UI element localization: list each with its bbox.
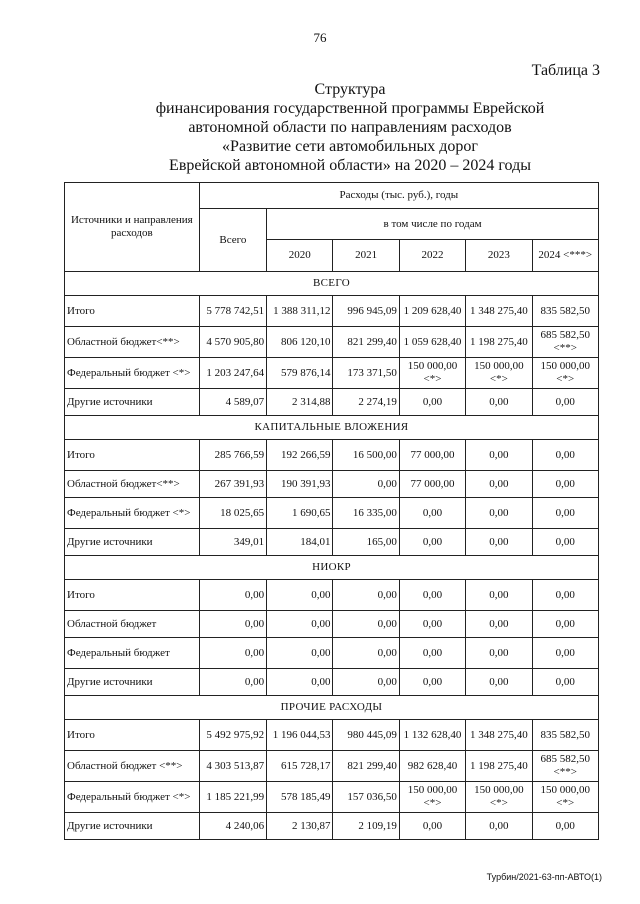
value-cell: 806 120,10 xyxy=(267,327,333,358)
value-cell: 157 036,50 xyxy=(333,782,399,813)
row-label: Другие источники xyxy=(65,389,200,416)
table-row xyxy=(65,358,599,389)
value-cell: 685 582,50 <**> xyxy=(532,751,598,782)
section-row xyxy=(65,556,599,580)
value-cell: 0,00 xyxy=(199,669,266,696)
value-cell: 267 391,93 xyxy=(199,471,266,498)
value-cell: 0,00 xyxy=(466,529,532,556)
value-cell: 0,00 xyxy=(333,471,399,498)
row-label: Федеральный бюджет <*> xyxy=(65,498,200,529)
value-cell: 0,00 xyxy=(466,440,532,471)
page-number: 76 xyxy=(313,30,327,45)
table-row xyxy=(65,813,599,840)
section-row xyxy=(65,416,599,440)
row-label: Другие источники xyxy=(65,529,200,556)
table-row xyxy=(65,638,599,669)
value-cell: 1 198 275,40 xyxy=(466,327,532,358)
value-cell: 0,00 xyxy=(466,638,532,669)
value-cell: 0,00 xyxy=(399,638,465,669)
value-cell: 0,00 xyxy=(399,498,465,529)
table-row xyxy=(65,327,599,358)
table-row xyxy=(65,529,599,556)
header-by-years: в том числе по годам xyxy=(267,209,599,240)
value-cell: 0,00 xyxy=(199,611,266,638)
value-cell: 0,00 xyxy=(532,529,598,556)
value-cell: 1 198 275,40 xyxy=(466,751,532,782)
value-cell: 150 000,00 <*> xyxy=(532,358,598,389)
title-line: автономной области по направлениям расходов xyxy=(188,119,512,136)
header-expenses: Расходы (тыс. руб.), годы xyxy=(199,183,598,209)
value-cell: 0,00 xyxy=(466,389,532,416)
value-cell: 1 203 247,64 xyxy=(199,358,266,389)
header-total: Всего xyxy=(199,209,266,272)
row-label: Федеральный бюджет xyxy=(65,638,200,669)
value-cell: 150 000,00 <*> xyxy=(532,782,598,813)
section-title: ВСЕГО xyxy=(65,272,599,296)
value-cell: 2 109,19 xyxy=(333,813,399,840)
value-cell: 980 445,09 xyxy=(333,720,399,751)
value-cell: 0,00 xyxy=(399,580,465,611)
value-cell: 1 690,65 xyxy=(267,498,333,529)
table-row xyxy=(65,751,599,782)
title-line: «Развитие сети автомобильных дорог xyxy=(222,138,478,155)
value-cell: 0,00 xyxy=(466,611,532,638)
table-row xyxy=(65,782,599,813)
value-cell: 579 876,14 xyxy=(267,358,333,389)
value-cell: 0,00 xyxy=(333,669,399,696)
table-row xyxy=(65,611,599,638)
row-label: Итого xyxy=(65,440,200,471)
value-cell: 173 371,50 xyxy=(333,358,399,389)
value-cell: 349,01 xyxy=(199,529,266,556)
value-cell: 615 728,17 xyxy=(267,751,333,782)
value-cell: 685 582,50 <**> xyxy=(532,327,598,358)
value-cell: 0,00 xyxy=(267,580,333,611)
section-title: КАПИТАЛЬНЫЕ ВЛОЖЕНИЯ xyxy=(65,416,599,440)
row-label: Федеральный бюджет <*> xyxy=(65,782,200,813)
header-year: 2021 xyxy=(333,240,399,272)
value-cell: 285 766,59 xyxy=(199,440,266,471)
header-year: 2020 xyxy=(267,240,333,272)
value-cell: 0,00 xyxy=(466,669,532,696)
table-row xyxy=(65,580,599,611)
value-cell: 0,00 xyxy=(267,669,333,696)
value-cell: 77 000,00 xyxy=(399,471,465,498)
row-label: Другие источники xyxy=(65,669,200,696)
value-cell: 0,00 xyxy=(399,529,465,556)
table-row xyxy=(65,720,599,751)
value-cell: 190 391,93 xyxy=(267,471,333,498)
value-cell: 16 335,00 xyxy=(333,498,399,529)
value-cell: 0,00 xyxy=(399,611,465,638)
value-cell: 0,00 xyxy=(532,498,598,529)
value-cell: 0,00 xyxy=(333,611,399,638)
value-cell: 77 000,00 xyxy=(399,440,465,471)
value-cell: 5 492 975,92 xyxy=(199,720,266,751)
value-cell: 1 348 275,40 xyxy=(466,720,532,751)
value-cell: 1 209 628,40 xyxy=(399,296,465,327)
value-cell: 0,00 xyxy=(466,498,532,529)
section-row xyxy=(65,272,599,296)
header-year: 2024 <***> xyxy=(532,240,598,272)
row-label: Итого xyxy=(65,580,200,611)
value-cell: 0,00 xyxy=(532,813,598,840)
financing-table xyxy=(64,182,599,840)
value-cell: 1 185 221,99 xyxy=(199,782,266,813)
value-cell: 5 778 742,51 xyxy=(199,296,266,327)
value-cell: 0,00 xyxy=(466,813,532,840)
value-cell: 0,00 xyxy=(399,389,465,416)
value-cell: 4 240,06 xyxy=(199,813,266,840)
section-title: НИОКР xyxy=(65,556,599,580)
table-row xyxy=(65,440,599,471)
table-row xyxy=(65,389,599,416)
value-cell: 1 388 311,12 xyxy=(267,296,333,327)
header-sources: Источники и направления расходов xyxy=(65,183,200,272)
value-cell: 835 582,50 xyxy=(532,720,598,751)
table-row xyxy=(65,471,599,498)
table-label: Таблица 3 xyxy=(531,62,600,79)
row-label: Итого xyxy=(65,720,200,751)
value-cell: 4 589,07 xyxy=(199,389,266,416)
value-cell: 150 000,00 <*> xyxy=(466,782,532,813)
value-cell: 0,00 xyxy=(199,638,266,669)
section-row xyxy=(65,696,599,720)
value-cell: 0,00 xyxy=(532,669,598,696)
value-cell: 0,00 xyxy=(267,638,333,669)
value-cell: 821 299,40 xyxy=(333,751,399,782)
value-cell: 996 945,09 xyxy=(333,296,399,327)
document-title xyxy=(0,80,640,175)
value-cell: 150 000,00 <*> xyxy=(399,782,465,813)
value-cell: 835 582,50 xyxy=(532,296,598,327)
title-line: Структура xyxy=(314,81,386,98)
value-cell: 2 274,19 xyxy=(333,389,399,416)
value-cell: 0,00 xyxy=(532,389,598,416)
document-footer: Турбин/2021-63-пп-АВТО(1) xyxy=(486,872,602,882)
header-year: 2022 xyxy=(399,240,465,272)
value-cell: 982 628,40 xyxy=(399,751,465,782)
title-line: Еврейской автономной области» на 2020 – 2024 годы xyxy=(169,157,531,174)
value-cell: 0,00 xyxy=(532,638,598,669)
row-label: Областной бюджет<**> xyxy=(65,471,200,498)
value-cell: 0,00 xyxy=(333,638,399,669)
value-cell: 0,00 xyxy=(199,580,266,611)
value-cell: 0,00 xyxy=(466,471,532,498)
row-label: Областной бюджет <**> xyxy=(65,751,200,782)
value-cell: 0,00 xyxy=(532,471,598,498)
value-cell: 821 299,40 xyxy=(333,327,399,358)
value-cell: 0,00 xyxy=(399,813,465,840)
value-cell: 1 059 628,40 xyxy=(399,327,465,358)
value-cell: 0,00 xyxy=(532,611,598,638)
header-year: 2023 xyxy=(466,240,532,272)
value-cell: 1 348 275,40 xyxy=(466,296,532,327)
value-cell: 4 303 513,87 xyxy=(199,751,266,782)
value-cell: 184,01 xyxy=(267,529,333,556)
value-cell: 150 000,00 <*> xyxy=(399,358,465,389)
value-cell: 0,00 xyxy=(399,669,465,696)
row-label: Областной бюджет xyxy=(65,611,200,638)
table-row xyxy=(65,498,599,529)
value-cell: 165,00 xyxy=(333,529,399,556)
value-cell: 0,00 xyxy=(333,580,399,611)
row-label: Другие источники xyxy=(65,813,200,840)
title-line: финансирования государственной программы Еврейской xyxy=(155,100,545,117)
value-cell: 0,00 xyxy=(267,611,333,638)
value-cell: 0,00 xyxy=(532,440,598,471)
value-cell: 150 000,00 <*> xyxy=(466,358,532,389)
table-row xyxy=(65,296,599,327)
section-title: ПРОЧИЕ РАСХОДЫ xyxy=(65,696,599,720)
value-cell: 2 314,88 xyxy=(267,389,333,416)
value-cell: 192 266,59 xyxy=(267,440,333,471)
value-cell: 0,00 xyxy=(466,580,532,611)
value-cell: 18 025,65 xyxy=(199,498,266,529)
value-cell: 1 196 044,53 xyxy=(267,720,333,751)
value-cell: 0,00 xyxy=(532,580,598,611)
row-label: Итого xyxy=(65,296,200,327)
row-label: Федеральный бюджет <*> xyxy=(65,358,200,389)
table-row xyxy=(65,669,599,696)
value-cell: 578 185,49 xyxy=(267,782,333,813)
value-cell: 16 500,00 xyxy=(333,440,399,471)
row-label: Областной бюджет<**> xyxy=(65,327,200,358)
value-cell: 2 130,87 xyxy=(267,813,333,840)
value-cell: 1 132 628,40 xyxy=(399,720,465,751)
value-cell: 4 570 905,80 xyxy=(199,327,266,358)
